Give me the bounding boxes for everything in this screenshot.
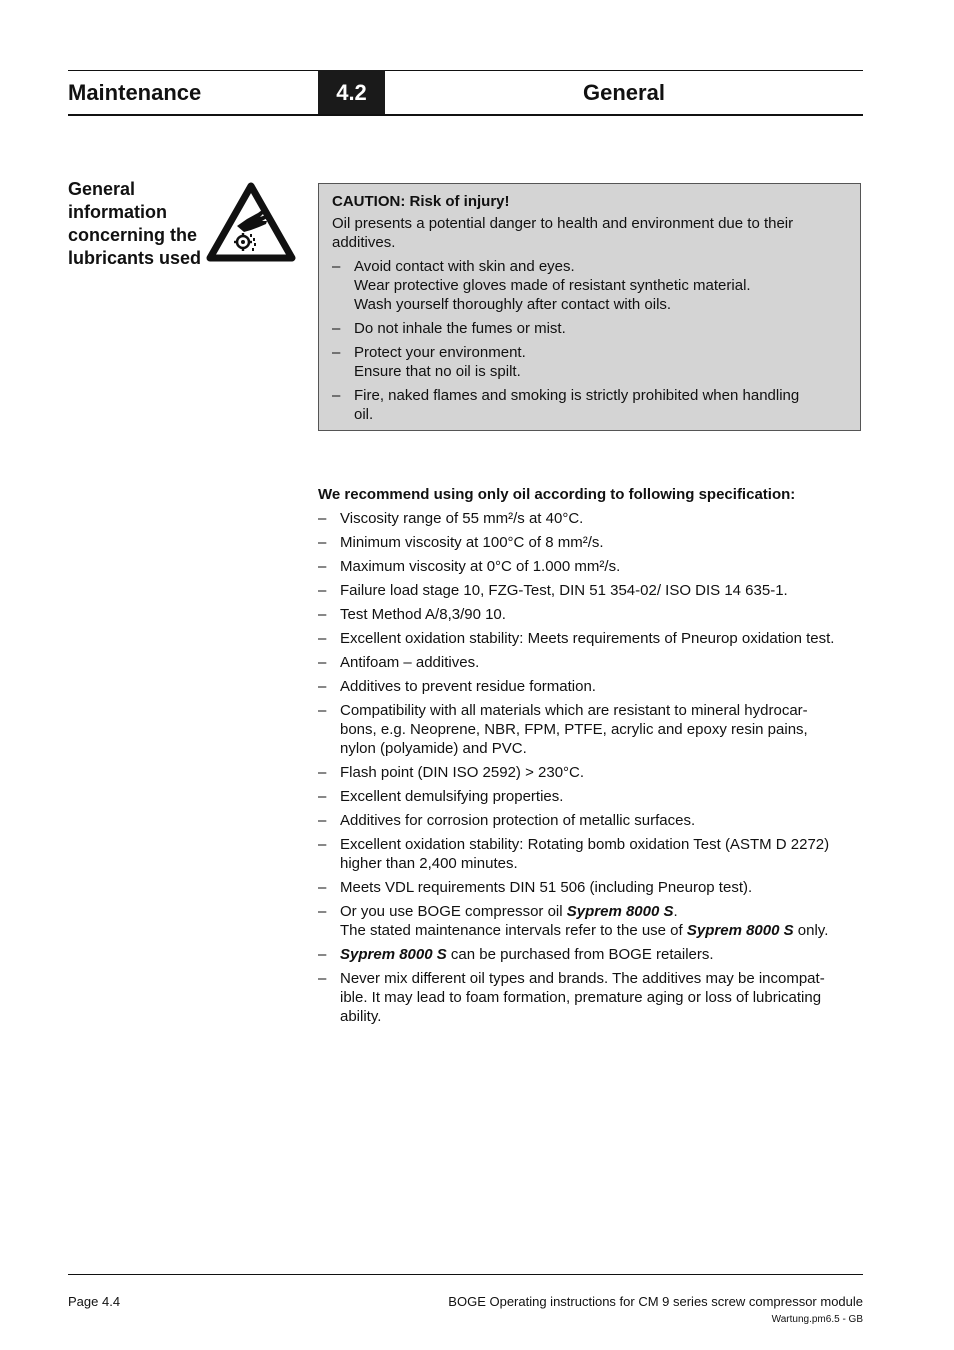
dash-bullet: – <box>318 970 327 987</box>
dash-bullet: – <box>318 630 327 647</box>
dash-bullet: – <box>318 946 327 963</box>
spec-item-line <box>340 902 828 921</box>
spec-item-line: Test Method A/8,3/90 10. <box>340 606 506 623</box>
caution-item-line: Ensure that no oil is spilt. <box>354 363 521 380</box>
spec-list-item <box>318 581 866 600</box>
dash-bullet: – <box>318 788 327 805</box>
spec-list-item <box>318 629 866 648</box>
purchase-text: can be purchased from BOGE retailers. <box>446 946 714 963</box>
dash-bullet: – <box>318 654 327 671</box>
dash-bullet: – <box>318 558 327 575</box>
spec-list-item <box>318 677 866 696</box>
spec-list-item <box>318 701 866 758</box>
caution-list-item <box>332 386 848 424</box>
dash-bullet: – <box>318 510 327 527</box>
spec-item-line: Failure load stage 10, FZG-Test, DIN 51 354-02/ ISO DIS 14 635-1. <box>340 582 788 599</box>
caution-title: CAUTION: Risk of injury! <box>332 193 510 210</box>
caution-intro-line: additives. <box>332 234 396 251</box>
section-number-box <box>318 70 385 116</box>
dash-bullet: – <box>318 764 327 781</box>
spec-item-line: Minimum viscosity at 100°C of 8 mm²/s. <box>340 534 604 551</box>
spec-item-line: ability. <box>340 1008 382 1025</box>
spec-item-line: Excellent demulsifying properties. <box>340 788 564 805</box>
spec-list-item <box>318 878 866 897</box>
boge-oil-text: Or you use BOGE compressor oil <box>340 903 567 920</box>
spec-list-item <box>318 811 866 830</box>
spec-item-line <box>340 945 714 964</box>
dash-bullet: – <box>318 606 327 623</box>
only-text: only. <box>793 922 829 939</box>
caution-item-line: Wash yourself thoroughly after contact with oils. <box>354 296 672 313</box>
dash-bullet: – <box>318 812 327 829</box>
dash-bullet: – <box>318 534 327 551</box>
spec-item-line: Meets VDL requirements DIN 51 506 (including Pneurop test). <box>340 879 753 896</box>
spec-item-line: Excellent oxidation stability: Meets requirements of Pneurop oxidation test. <box>340 630 835 647</box>
caution-item-line: Avoid contact with skin and eyes. <box>354 258 575 275</box>
spec-list-item <box>318 509 866 528</box>
caution-item-line: Wear protective gloves made of resistant synthetic material. <box>354 277 751 294</box>
spec-item-line: Never mix different oil types and brands. The additives may be incompat- <box>340 970 825 987</box>
dash-bullet: – <box>332 258 341 275</box>
spec-list-item <box>318 945 866 964</box>
document-title: BOGE Operating instructions for CM 9 series screw compressor module <box>448 1294 863 1309</box>
caution-item-line: Do not inhale the fumes or mist. <box>354 320 566 337</box>
spec-item-line: Maximum viscosity at 0°C of 1.000 mm²/s. <box>340 558 621 575</box>
caution-list-item <box>332 343 848 381</box>
dash-bullet: – <box>318 836 327 853</box>
section-title: General <box>583 80 665 105</box>
spec-list-item <box>318 605 866 624</box>
spec-item-line: Additives to prevent residue formation. <box>340 678 596 695</box>
spec-list-item <box>318 787 866 806</box>
spec-item-line: Excellent oxidation stability: Rotating bomb oxidation Test (ASTM D 2272) <box>340 836 830 853</box>
page-header <box>68 70 863 116</box>
spec-item-line <box>340 921 828 940</box>
spec-item-line: Viscosity range of 55 mm²/s at 40°C. <box>340 510 584 527</box>
spec-list-item <box>318 763 866 782</box>
chapter-title: Maintenance <box>68 80 202 105</box>
caution-intro-line: Oil presents a potential danger to health and environment due to their <box>332 215 794 232</box>
spec-list-item <box>318 533 866 552</box>
dash-bullet: – <box>332 320 341 337</box>
section-number: 4.2 <box>336 80 367 105</box>
dash-bullet: – <box>318 702 327 719</box>
caution-intro <box>332 214 848 252</box>
product-name: Syprem 8000 S <box>340 946 447 963</box>
dash-bullet: – <box>332 387 341 404</box>
product-name: Syprem 8000 S <box>686 922 794 939</box>
side-heading: General information concerning the lubricants used <box>68 179 202 268</box>
spec-list-item <box>318 969 866 1026</box>
spec-item-line: Additives for corrosion protection of metallic surfaces. <box>340 812 696 829</box>
spec-list-item <box>318 835 866 873</box>
dash-bullet: – <box>332 344 341 361</box>
caution-list-item <box>332 257 848 314</box>
footer-rule <box>68 1274 863 1275</box>
caution-item-line: Protect your environment. <box>354 344 526 361</box>
dash-bullet: – <box>318 582 327 599</box>
spec-item-line: Flash point (DIN ISO 2592) > 230°C. <box>340 764 585 781</box>
spec-item-line: ible. It may lead to foam formation, premature aging or loss of lubricating <box>340 989 822 1006</box>
dash-bullet: – <box>318 879 327 896</box>
spec-item-line: higher than 2,400 minutes. <box>340 855 518 872</box>
caution-item-line: oil. <box>354 406 374 423</box>
period-text: . <box>673 903 678 920</box>
spec-item-line: Antifoam – additives. <box>340 654 480 671</box>
spec-list-item <box>318 557 866 576</box>
spec-item-line: nylon (polyamide) and PVC. <box>340 740 527 757</box>
product-name: Syprem 8000 S <box>566 903 674 920</box>
spec-item-line: Compatibility with all materials which are resistant to mineral hydrocar- <box>340 702 808 719</box>
spec-item-line: bons, e.g. Neoprene, NBR, FPM, PTFE, acrylic and epoxy resin pains, <box>340 721 808 738</box>
intervals-text: The stated maintenance intervals refer to the use of <box>340 922 687 939</box>
caution-list-item <box>332 319 848 338</box>
specification-section <box>318 485 866 1031</box>
spec-list-item <box>318 653 866 672</box>
caution-item-line: Fire, naked flames and smoking is strictly prohibited when handling <box>354 387 800 404</box>
dash-bullet: – <box>318 678 327 695</box>
header-bottom-rule <box>68 114 863 116</box>
hand-hazard-warning-icon <box>206 182 296 262</box>
file-reference: Wartung.pm6.5 - GB <box>771 1314 863 1325</box>
page-number: Page 4.4 <box>68 1294 121 1309</box>
dash-bullet: – <box>318 903 327 920</box>
spec-list-item <box>318 902 866 940</box>
caution-box <box>318 183 861 431</box>
header-top-rule <box>68 70 863 71</box>
spec-lead: We recommend using only oil according to following specification: <box>318 486 796 503</box>
